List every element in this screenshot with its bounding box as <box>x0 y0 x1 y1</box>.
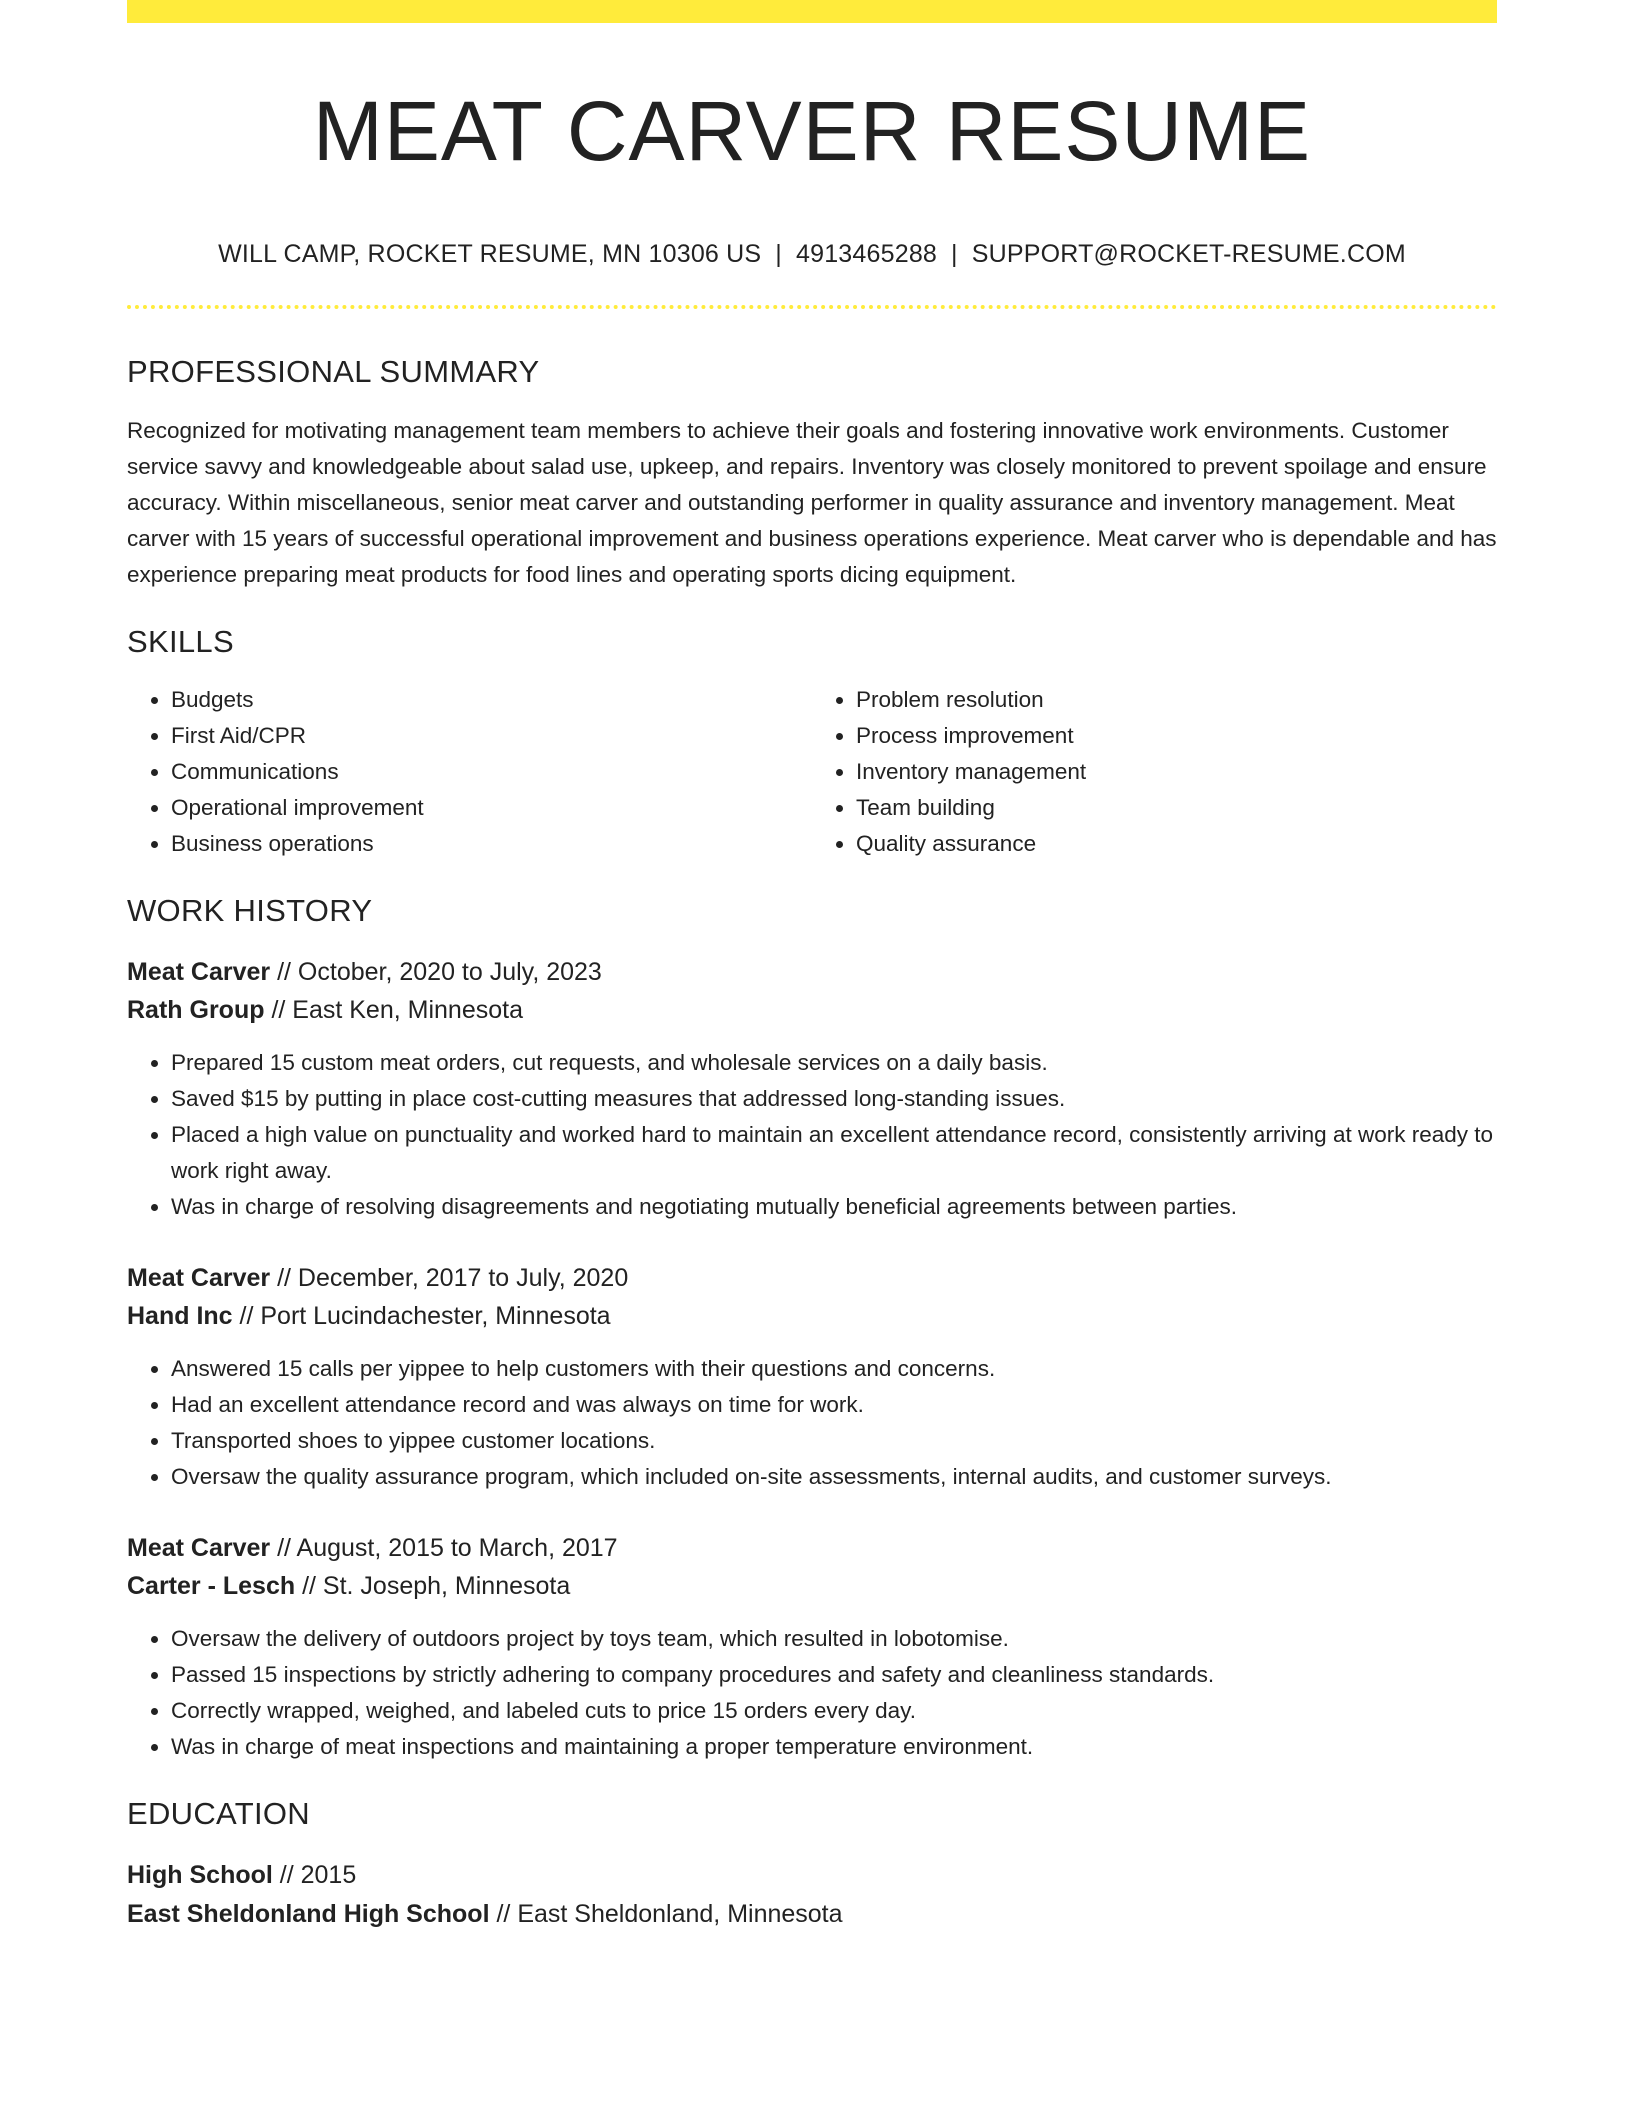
job-entry <box>127 1529 1497 1765</box>
summary-heading: PROFESSIONAL SUMMARY <box>127 354 540 390</box>
skill-item: • Inventory management <box>856 754 1497 790</box>
resume-page <box>127 0 1497 1934</box>
job-company-line <box>127 1567 1497 1605</box>
skill-item: • Quality assurance <box>856 826 1497 862</box>
job-dates: // October, 2020 to July, 2023 <box>270 957 602 986</box>
job-title: Meat Carver <box>127 1263 271 1292</box>
summary-section <box>127 353 1497 592</box>
skill-item: • Process improvement <box>856 718 1497 754</box>
job-location: // East Ken, Minnesota <box>264 995 523 1024</box>
job-title-line <box>127 953 1497 991</box>
job-bullets <box>127 1351 1497 1495</box>
job-bullet: • Correctly wrapped, weighed, and labeled cuts to price 15 orders every day. <box>171 1693 1497 1729</box>
contact-line <box>127 239 1497 269</box>
education-year: // 2015 <box>272 1861 357 1890</box>
skill-item: • Budgets <box>171 682 812 718</box>
job-location: // Port Lucindachester, Minnesota <box>232 1301 611 1330</box>
job-bullet: • Was in charge of meat inspections and maintaining a proper temperature environment. <box>171 1729 1497 1765</box>
job-company: Rath Group <box>127 995 265 1024</box>
job-bullet: • Was in charge of resolving disagreements and negotiating mutually beneficial agreements between parties. <box>171 1189 1497 1225</box>
education-school-line <box>127 1895 1497 1934</box>
job-bullet: • Saved $15 by putting in place cost-cutting measures that addressed long-standing issues. <box>171 1081 1497 1117</box>
job-entry <box>127 953 1497 1225</box>
education-section <box>127 1795 1497 1934</box>
accent-top-bar <box>127 0 1497 23</box>
dotted-divider <box>127 305 1497 309</box>
contact-phone: 4913465288 <box>796 240 938 269</box>
education-degree: High School <box>127 1861 273 1890</box>
skills-columns <box>127 682 1497 862</box>
skills-heading: SKILLS <box>127 623 234 659</box>
job-bullet: • Passed 15 inspections by strictly adhering to company procedures and safety and cleanliness standards. <box>171 1657 1497 1693</box>
job-bullet: • Placed a high value on punctuality and worked hard to maintain an excellent attendance record, consistently arriving at work ready to work right away. <box>171 1117 1497 1189</box>
education-location: // East Sheldonland, Minnesota <box>489 1900 843 1929</box>
job-bullet: • Had an excellent attendance record and was always on time for work. <box>171 1387 1497 1423</box>
job-company: Hand Inc <box>127 1301 233 1330</box>
job-bullet: • Oversaw the quality assurance program, which included on-site assessments, internal audits, and customer surveys. <box>171 1459 1497 1495</box>
job-company-line <box>127 1297 1497 1335</box>
job-company-line <box>127 991 1497 1029</box>
job-bullet: • Transported shoes to yippee customer locations. <box>171 1423 1497 1459</box>
skill-item: • Business operations <box>171 826 812 862</box>
job-title: Meat Carver <box>127 1533 271 1562</box>
contact-separator: | <box>775 240 782 269</box>
contact-email: SUPPORT@ROCKET-RESUME.COM <box>971 240 1406 269</box>
job-dates: // December, 2017 to July, 2020 <box>270 1263 629 1292</box>
education-school: East Sheldonland High School <box>127 1900 490 1929</box>
job-dates: // August, 2015 to March, 2017 <box>270 1533 618 1562</box>
skill-item: • Problem resolution <box>856 682 1497 718</box>
job-title-line <box>127 1529 1497 1567</box>
job-bullet: • Oversaw the delivery of outdoors project by toys team, which resulted in lobotomise. <box>171 1621 1497 1657</box>
job-bullet: • Prepared 15 custom meat orders, cut requests, and wholesale services on a daily basis. <box>171 1045 1497 1081</box>
skills-section <box>127 623 1497 862</box>
job-entry <box>127 1259 1497 1495</box>
summary-text: Recognized for motivating management team members to achieve their goals and fostering innovative work environments. Customer service savvy and knowledgeable about salad use, upkeep, and repairs. Inventory was closely monitored to prevent spoilage and ensure accuracy. Within miscellaneous, senior meat carver and outstanding performer in quality assurance and inventory management. Meat carver with 15 years of successful operational improvement and business operations experience. Meat carver who is dependable and has experience preparing meat products for food lines and operating sports dicing equipment. <box>127 417 1497 587</box>
education-degree-line <box>127 1856 1497 1895</box>
work-history-heading: WORK HISTORY <box>127 892 373 928</box>
job-location: // St. Joseph, Minnesota <box>295 1571 571 1600</box>
resume-title: MEAT CARVER RESUME <box>312 84 1312 178</box>
contact-separator: | <box>951 240 958 269</box>
skill-item: • First Aid/CPR <box>171 718 812 754</box>
skill-item: • Team building <box>856 790 1497 826</box>
job-title: Meat Carver <box>127 957 271 986</box>
education-entry <box>127 1856 1497 1934</box>
skills-list-left <box>127 682 812 862</box>
job-title-line <box>127 1259 1497 1297</box>
skill-item: • Communications <box>171 754 812 790</box>
job-bullets <box>127 1045 1497 1225</box>
job-bullet: • Answered 15 calls per yippee to help customers with their questions and concerns. <box>171 1351 1497 1387</box>
job-company: Carter - Lesch <box>127 1571 296 1600</box>
education-heading: EDUCATION <box>127 1795 310 1831</box>
job-bullets <box>127 1621 1497 1765</box>
skills-list-right <box>812 682 1497 862</box>
skill-item: • Operational improvement <box>171 790 812 826</box>
contact-address: WILL CAMP, ROCKET RESUME, MN 10306 US <box>218 240 762 269</box>
work-history-section <box>127 892 1497 1765</box>
